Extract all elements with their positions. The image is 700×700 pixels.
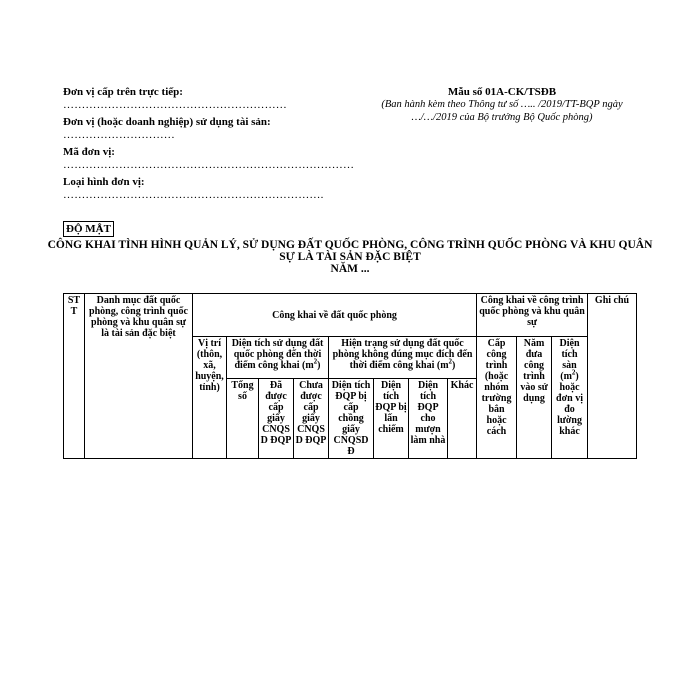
col-works-level: Cấp công trình (hoặc nhóm trường bắn hoặc cách (477, 337, 517, 459)
unit-type-label: Loại hình đơn vị: (63, 176, 145, 188)
col-location: Vị trí (thôn, xã, huyện, tỉnh) (193, 337, 227, 459)
document-title (40, 239, 660, 275)
unit-type-dots: ……………………………………………………………. (63, 189, 324, 201)
header-row-1 (64, 294, 637, 337)
unit-dots: ………………………… (63, 129, 175, 141)
col-no-certificate: Diện tích ĐQP bị cấp chồng giấy CNQSDĐ (329, 379, 374, 459)
form-number: Mẫu số 01A-CK/TSĐB (447, 86, 557, 98)
secret-stamp: ĐỘ MẬT (63, 221, 114, 237)
col-total: Tổng số (227, 379, 259, 459)
title-line2: SỰ LÀ TÀI SẢN ĐẶC BIỆT (279, 251, 421, 263)
form-note-line1: (Ban hành kèm theo Thông tư số ….. /2019/TT-BQP ngày (381, 99, 623, 110)
col-floor-area: Diện tích sàn $(m^2)$ hoặc đơn vị đo lường khác (552, 337, 588, 459)
col-misuse-status: Hiện trạng sử dụng đất quốc phòng không đúng mục đích đến thời điểm công khai $(m^2)$ (329, 337, 477, 379)
title-line3: NĂM ... (330, 263, 370, 275)
unit-label: Đơn vị (hoặc doanh nghiệp) sử dụng tài sản: (63, 116, 271, 128)
col-granted: Đã được cấp giấy CNQSD ĐQP (259, 379, 294, 459)
parent-unit-label: Đơn vị cấp trên trực tiếp: (63, 86, 183, 98)
col-works-group: Công khai về công trình quốc phòng và khu quân sự (477, 294, 588, 337)
col-encroached: Diện tích ĐQP bị lấn chiếm (374, 379, 409, 459)
col-year-in-use: Năm đưa công trình vào sử dụng (517, 337, 552, 459)
form-note-line2: …/…/2019 của Bộ trưởng Bộ Quốc phòng) (411, 112, 593, 123)
col-note: Ghi chú (588, 294, 637, 459)
col-not-granted: Chưa được cấp giấy CNQSD ĐQP (294, 379, 329, 459)
disclosure-table (63, 293, 637, 459)
col-area-in-use: Diện tích sử dụng đất quốc phòng đến thời điểm công khai $(m^2)$ (227, 337, 329, 379)
col-category: Danh mục đất quốc phòng, công trình quốc phòng và khu quân sự là tài sản đặc biệt (85, 294, 193, 459)
form-header (352, 86, 652, 124)
parent-unit-dots: …………………………………………………… (63, 99, 287, 111)
title-line1: CÔNG KHAI TÌNH HÌNH QUẢN LÝ, SỬ DỤNG ĐẤT QUỐC PHÒNG, CÔNG TRÌNH QUỐC PHÒNG VÀ KHU QUÂN (47, 239, 653, 251)
col-other: Khác (448, 379, 477, 459)
col-land-group: Công khai về đất quốc phòng (193, 294, 477, 337)
unit-code-dots: …………………………………………………………………… (63, 159, 355, 171)
col-stt: STT (64, 294, 85, 459)
unit-code-label: Mã đơn vị: (63, 146, 115, 158)
col-lent: Diện tích ĐQP cho mượn làm nhà (409, 379, 448, 459)
